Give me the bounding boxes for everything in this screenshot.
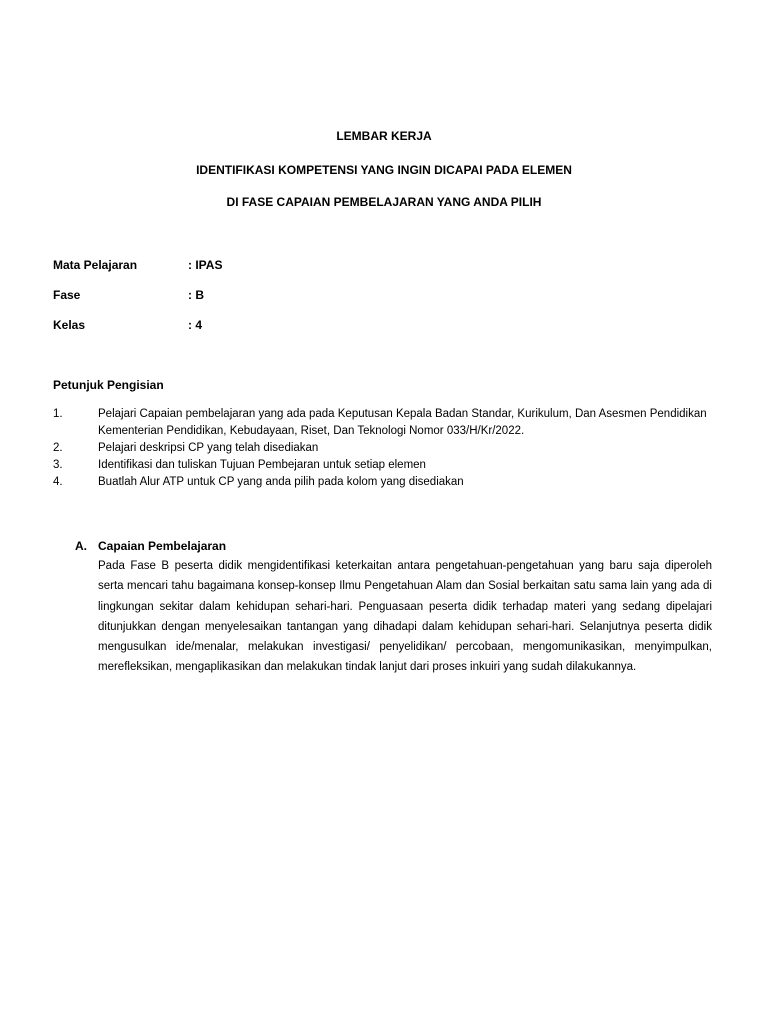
- instruction-item: [53, 457, 713, 474]
- instruction-number: 1.: [53, 408, 63, 420]
- section-a-header: [75, 538, 715, 554]
- instruction-text: Buatlah Alur ATP untuk CP yang anda pilih pada kolom yang disediakan: [98, 476, 464, 488]
- subject-label: Mata Pelajaran: [53, 258, 138, 272]
- section-a-letter: A.: [75, 539, 87, 553]
- instruction-item: [53, 440, 713, 457]
- instructions-heading: Petunjuk Pengisian: [53, 378, 164, 392]
- document-subtitle-1: IDENTIFIKASI KOMPETENSI YANG INGIN DICAPAI PADA ELEMEN: [196, 163, 572, 177]
- document-title: LEMBAR KERJA: [336, 129, 432, 143]
- section-a-paragraph: Pada Fase B peserta didik mengidentifikasi keterkaitan antara pengetahuan-pengetahuan yang baru saja diperoleh serta mencari tahu bagaimana konsep-konsep Ilmu Pengetahuan Alam dan Sosial berkaitan satu sama lain yang ada di lingkungan sekitar dalam kehidupan sehari-hari. Penguasaan peserta didik terhadap materi yang sedang dipelajari ditunjukkan dengan menyelesaikan tantangan yang dihadapi dalam kehidupan sehari-hari. Selanjutnya peserta didik mengusulkan ide/menalar, melakukan investigasi/ penyelidikan/ percobaan, mengomunikasikan, menyimpulkan, merefleksikan, mengaplikasikan dan melakukan tindak lanjut dari proses inkuiri yang sudah dilakukannya.: [98, 560, 712, 674]
- instruction-number: 3.: [53, 459, 63, 471]
- section-a-heading: Capaian Pembelajaran: [98, 539, 227, 553]
- instruction-number: 2.: [53, 442, 63, 454]
- phase-label: Fase: [53, 288, 81, 302]
- instruction-number: 4.: [53, 476, 63, 488]
- instruction-item: [53, 474, 713, 491]
- class-value: : 4: [188, 318, 203, 332]
- document-subtitle-2: DI FASE CAPAIAN PEMBELAJARAN YANG ANDA PILIH: [226, 195, 542, 209]
- instruction-item: [53, 406, 713, 440]
- instructions-list: [53, 406, 713, 491]
- instruction-text: Identifikasi dan tuliskan Tujuan Pembejaran untuk setiap elemen: [98, 459, 426, 471]
- class-label: Kelas: [53, 318, 86, 332]
- subject-value: : IPAS: [188, 258, 223, 272]
- instruction-text: Pelajari deskripsi CP yang telah disediakan: [98, 442, 319, 454]
- section-a: [75, 538, 715, 678]
- phase-value: : B: [188, 288, 204, 302]
- instruction-text: Pelajari Capaian pembelajaran yang ada pada Keputusan Kepala Badan Standar, Kurikulum, Dan Asesmen Pendidikan Kementerian Pendidikan, Kebudayaan, Riset, Dan Teknologi Nomor 033/H/Kr/2022.: [98, 408, 707, 437]
